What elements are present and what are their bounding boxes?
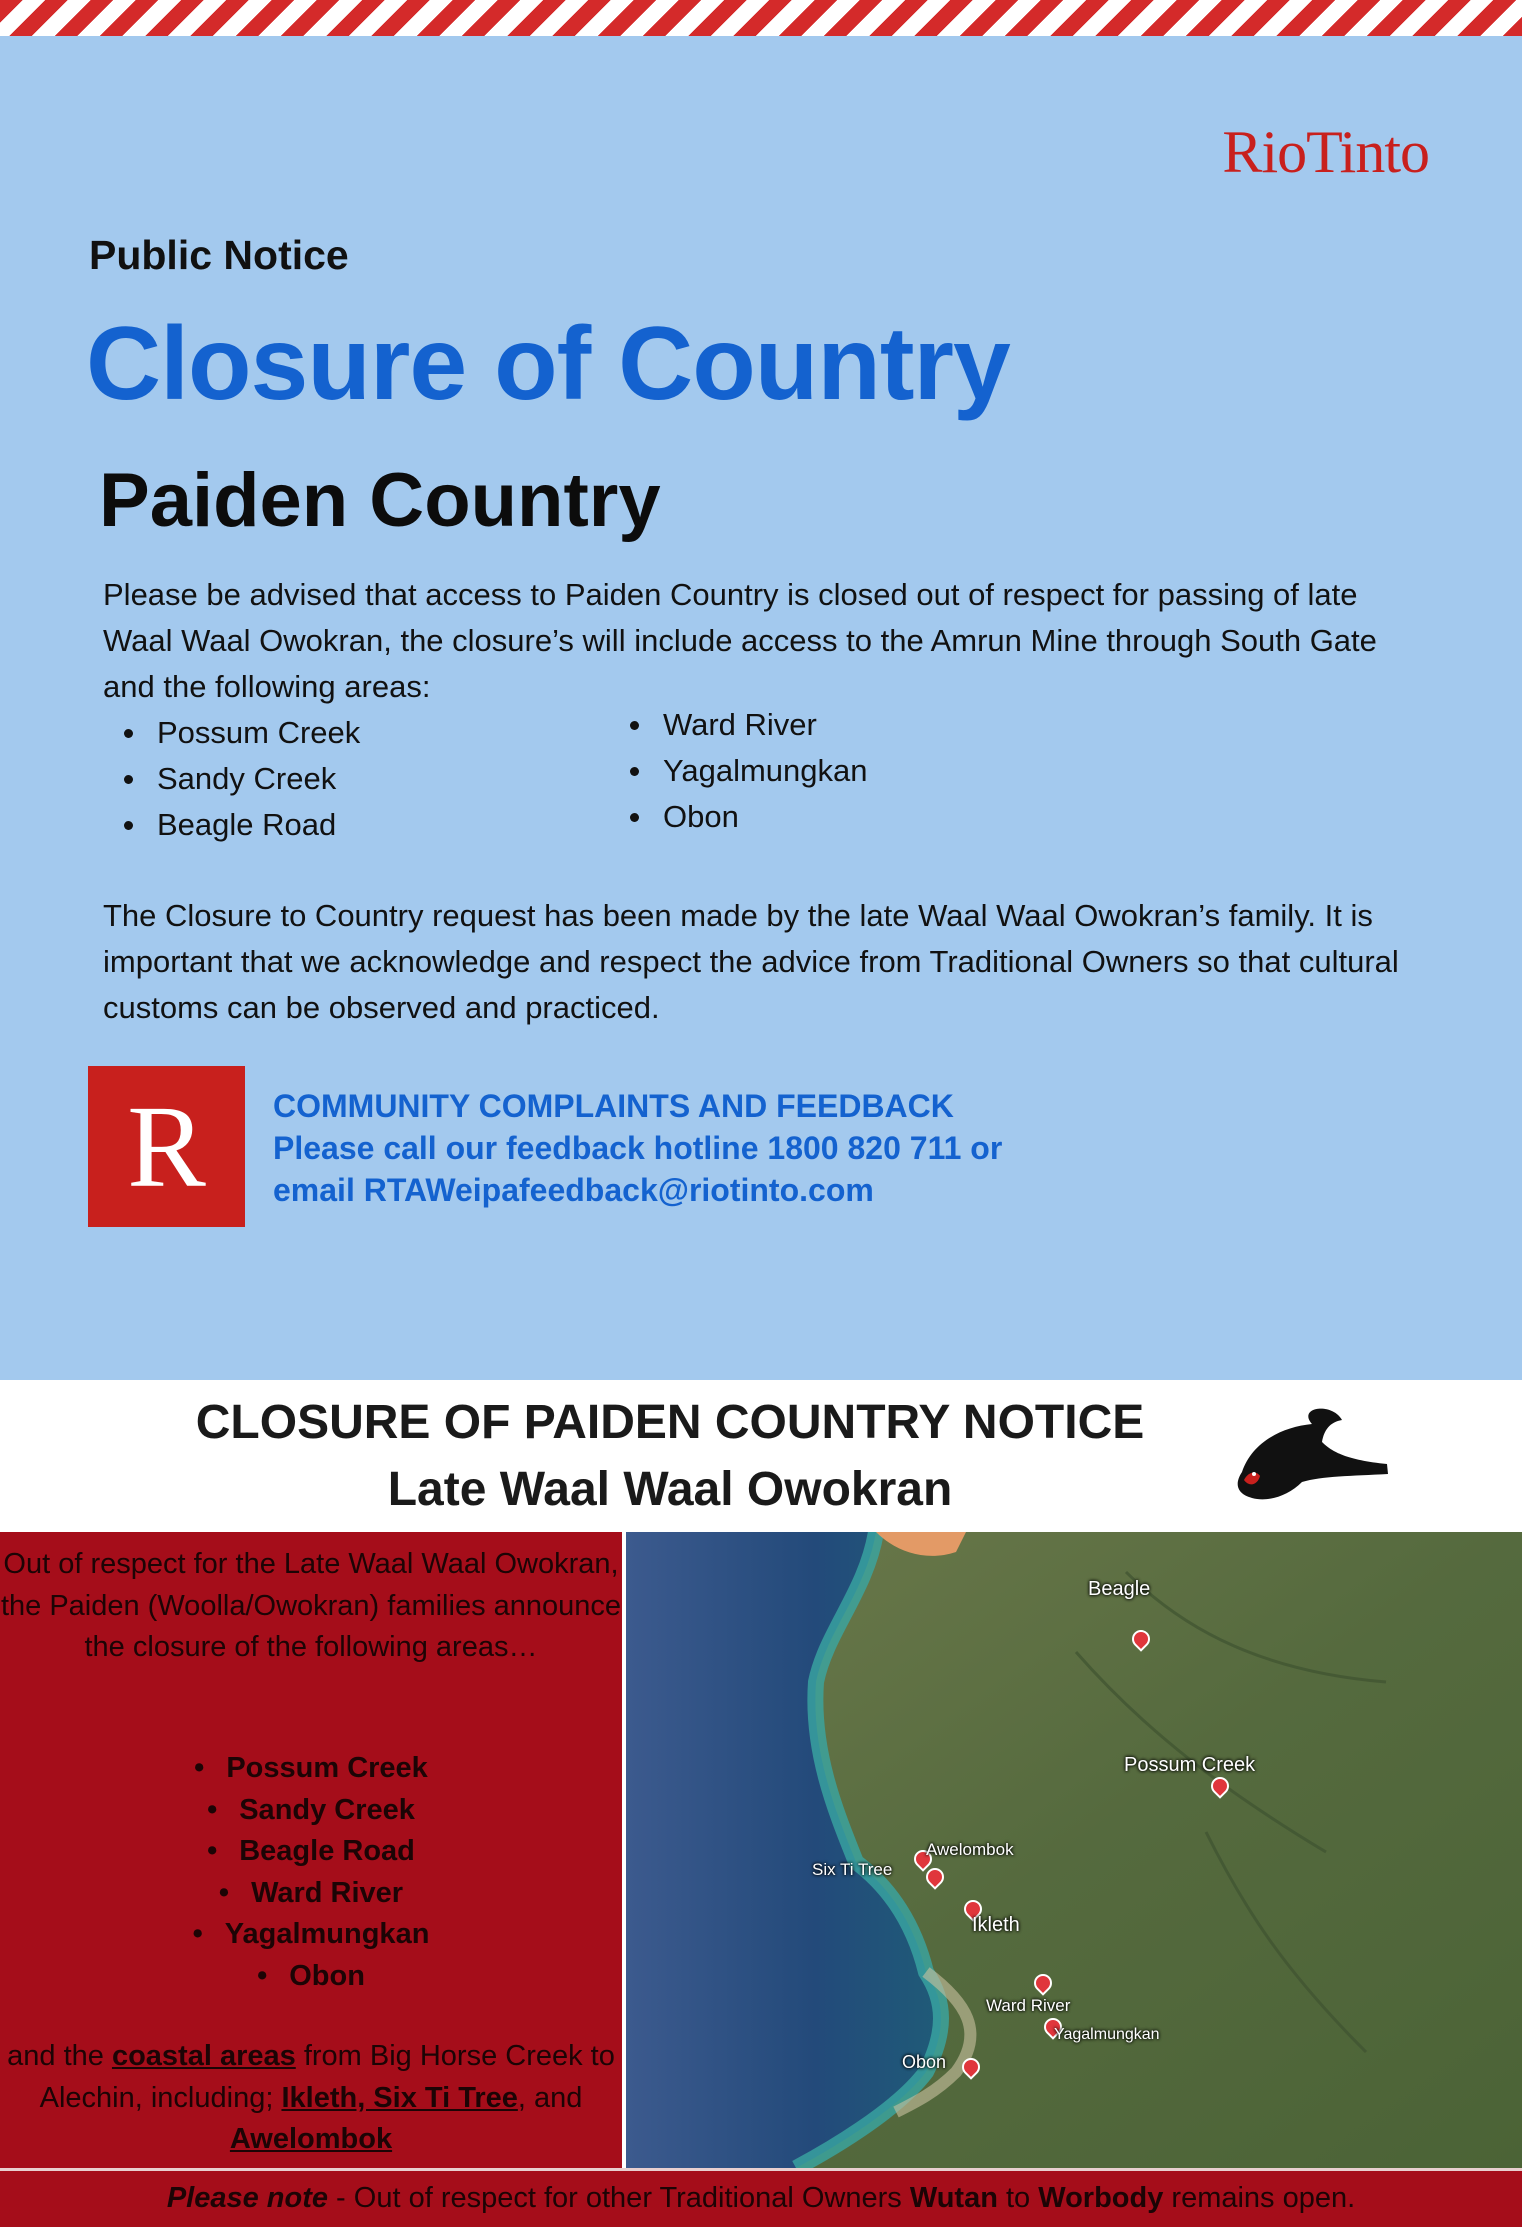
flyer-note-bar — [0, 2168, 1522, 2227]
notice-title: Closure of Country — [86, 306, 1010, 422]
coastal-places: Ikleth, Six Ti Tree — [281, 2081, 518, 2114]
map-label-six-ti-tree: Six Ti Tree — [812, 1860, 893, 1879]
coastal-and: , and — [517, 2081, 583, 2114]
flyer-subtitle: Late Waal Waal Owokran — [387, 1463, 953, 1516]
map-label-beagle: Beagle — [1088, 1578, 1151, 1600]
satellite-map — [626, 1532, 1522, 2168]
note-from: Wutan — [909, 2182, 998, 2214]
note-text: - Out of respect for other Traditional Owners — [328, 2182, 910, 2214]
map-terrain — [626, 1532, 1522, 2168]
list-item: • Possum Creek — [0, 1748, 622, 1790]
notice-subtitle: Paiden Country — [99, 458, 661, 543]
contact-hotline: Please call our feedback hotline 1800 820 711 or — [273, 1130, 1003, 1166]
flyer-intro: Out of respect for the Late Waal Waal Owokran, the Paiden (Woolla/Owokran) families announce the closure of the following areas… — [0, 1548, 622, 1663]
note-suffix: remains open. — [1163, 2182, 1356, 2214]
coastal-middle: from Big Horse Creek to Alechin, including; — [39, 2040, 615, 2114]
map-label-possum-creek: Possum Creek — [1124, 1754, 1256, 1776]
map-label-obon: Obon — [902, 2052, 947, 2072]
list-item: • Ward River — [0, 1873, 622, 1915]
contact-heading: COMMUNITY COMPLAINTS AND FEEDBACK — [273, 1088, 954, 1124]
black-cockatoo-icon — [1212, 1402, 1392, 1522]
map-label-ikleth: Ikleth — [972, 1914, 1020, 1936]
map-label-yagalmungkan: Yagalmungkan — [1054, 2026, 1160, 2043]
hazard-stripe-border — [0, 0, 1522, 36]
flyer-title: CLOSURE OF PAIDEN COUNTRY NOTICE — [195, 1396, 1145, 1449]
note-to-word: to — [997, 2182, 1039, 2214]
list-item: • Obon — [0, 1956, 622, 1998]
list-item: • Sandy Creek — [0, 1790, 622, 1832]
badge-letter: R — [127, 1080, 206, 1212]
list-item: Yagalmungkan — [609, 748, 868, 794]
note-prefix: Please note — [166, 2182, 328, 2214]
list-item: • Beagle Road — [0, 1831, 622, 1873]
list-item: Sandy Creek — [103, 756, 360, 802]
rio-tinto-logo: RioTinto — [1222, 119, 1429, 185]
map-label-awelombok: Awelombok — [926, 1840, 1014, 1859]
flyer-areas-list — [0, 1748, 622, 1997]
closed-areas-list-1 — [103, 710, 360, 848]
map-label-ward-river: Ward River — [986, 1996, 1071, 2015]
rio-tinto-badge — [88, 1066, 245, 1227]
contact-block — [273, 1085, 1002, 1211]
notice-intro: Please be advised that access to Paiden Country is closed out of respect for passing of late Waal Waal Owokran, the closure’s will include access to the Amrun Mine through South Gate and the following areas: — [103, 577, 1377, 704]
contact-email[interactable]: email RTAWeipafeedback@riotinto.com — [273, 1172, 874, 1208]
flyer-coastal-note — [0, 2036, 622, 2161]
notice-kicker: Public Notice — [89, 232, 349, 278]
list-item: Obon — [609, 794, 868, 840]
coastal-prefix: and the — [7, 2040, 104, 2072]
coastal-areas: coastal areas — [111, 2040, 296, 2072]
note-to: Worbody — [1038, 2182, 1164, 2214]
closed-areas-list-2 — [609, 702, 868, 840]
coastal-last: Awelombok — [229, 2123, 393, 2155]
list-item: • Yagalmungkan — [0, 1914, 622, 1956]
list-item: Ward River — [609, 702, 868, 748]
notice-closing: The Closure to Country request has been made by the late Waal Waal Owokran’s family. It is important that we acknowledge and respect the advice from Traditional Owners so that cultural customs can be observed and practiced. — [103, 898, 1399, 1025]
list-item: Possum Creek — [103, 710, 360, 756]
list-item: Beagle Road — [103, 802, 360, 848]
